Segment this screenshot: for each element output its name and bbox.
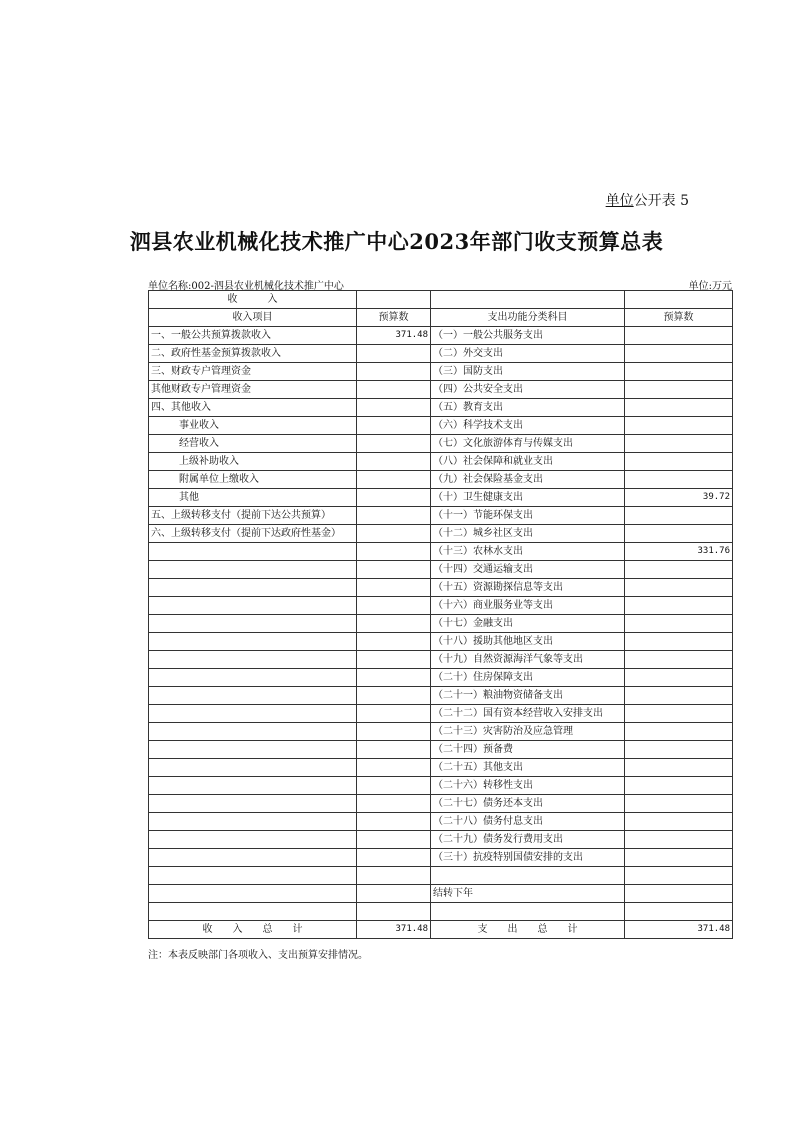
col-income-budget: 预算数: [357, 309, 431, 327]
expense-budget: [625, 435, 733, 453]
empty-cell: [357, 741, 431, 759]
empty-cell: [357, 903, 431, 921]
currency-unit: 单位:万元: [688, 281, 732, 292]
column-header-row: [149, 309, 733, 327]
expense-budget: [625, 903, 733, 921]
table-row: [149, 543, 733, 561]
expense-budget: [625, 327, 733, 345]
expense-item: （八）社会保障和就业支出: [431, 453, 625, 471]
income-item: 其他: [149, 489, 357, 507]
expense-item: （二十）住房保障支出: [431, 669, 625, 687]
col-expense-item: 支出功能分类科目: [431, 309, 625, 327]
expense-item: （二十七）债务还本支出: [431, 795, 625, 813]
empty-cell: [149, 741, 357, 759]
income-budget: [357, 453, 431, 471]
income-item: 上级补助收入: [149, 453, 357, 471]
empty-cell: [149, 687, 357, 705]
table-row: [149, 651, 733, 669]
empty-cell: [357, 795, 431, 813]
group-income-header: 收 入: [149, 291, 357, 309]
income-item: 一、一般公共预算拨款收入: [149, 327, 357, 345]
expense-item: （十）卫生健康支出: [431, 489, 625, 507]
expense-budget: [625, 615, 733, 633]
expense-budget: [625, 687, 733, 705]
empty-cell: [149, 633, 357, 651]
expense-item: （二十四）预备费: [431, 741, 625, 759]
income-budget: [357, 363, 431, 381]
empty-cell: [357, 723, 431, 741]
expense-item: （三十）抗疫特别国债安排的支出: [431, 849, 625, 867]
income-item: 经营收入: [149, 435, 357, 453]
empty-cell: [149, 597, 357, 615]
expense-item: （十二）城乡社区支出: [431, 525, 625, 543]
total-expense-value: 371.48: [625, 921, 733, 939]
empty-cell: [357, 849, 431, 867]
expense-item: [431, 903, 625, 921]
empty-cell: [357, 597, 431, 615]
table-row: [149, 507, 733, 525]
table-row: [149, 381, 733, 399]
empty-cell: [149, 723, 357, 741]
expense-budget: [625, 597, 733, 615]
expense-budget: [625, 561, 733, 579]
table-row: [149, 633, 733, 651]
income-item: 三、财政专户管理资金: [149, 363, 357, 381]
expense-budget: [625, 345, 733, 363]
expense-item: （十五）资源勘探信息等支出: [431, 579, 625, 597]
income-item: 事业收入: [149, 417, 357, 435]
expense-item: （十七）金融支出: [431, 615, 625, 633]
income-budget: [357, 471, 431, 489]
expense-budget: [625, 813, 733, 831]
expense-item: （二十三）灾害防治及应急管理: [431, 723, 625, 741]
expense-item: （二十九）债务发行费用支出: [431, 831, 625, 849]
unit-name: 单位名称:002-泗县农业机械化技术推广中心: [148, 281, 344, 292]
empty-cell: [149, 561, 357, 579]
expense-item: （二十一）粮油物资储备支出: [431, 687, 625, 705]
expense-item: （二十二）国有资本经营收入安排支出: [431, 705, 625, 723]
expense-budget: [625, 633, 733, 651]
empty-cell: [357, 831, 431, 849]
empty-cell: [149, 885, 357, 903]
expense-item: （五）教育支出: [431, 399, 625, 417]
empty-cell: [431, 291, 625, 309]
income-item: 附属单位上缴收入: [149, 471, 357, 489]
expense-item: （十六）商业服务业等支出: [431, 597, 625, 615]
empty-cell: [149, 813, 357, 831]
expense-budget: [625, 507, 733, 525]
expense-budget: [625, 831, 733, 849]
empty-cell: [357, 867, 431, 885]
col-income-item: 收入项目: [149, 309, 357, 327]
table-row: [149, 471, 733, 489]
table-row: [149, 435, 733, 453]
table-row: [149, 399, 733, 417]
expense-budget: [625, 849, 733, 867]
expense-budget: [625, 885, 733, 903]
table-row: [149, 723, 733, 741]
income-budget: [357, 489, 431, 507]
group-header-row: [149, 291, 733, 309]
table-row: [149, 885, 733, 903]
table-row: [149, 327, 733, 345]
expense-budget: [625, 759, 733, 777]
expense-budget: [625, 579, 733, 597]
table-row: [149, 579, 733, 597]
expense-item: （二十五）其他支出: [431, 759, 625, 777]
table-row: [149, 705, 733, 723]
income-item: 六、上级转移支付（提前下达政府性基金）: [149, 525, 357, 543]
income-budget: [357, 507, 431, 525]
empty-cell: [149, 651, 357, 669]
empty-cell: [357, 885, 431, 903]
col-expense-budget: 预算数: [625, 309, 733, 327]
table-row: [149, 669, 733, 687]
expense-item: （十八）援助其他地区支出: [431, 633, 625, 651]
expense-item: （二十六）转移性支出: [431, 777, 625, 795]
expense-budget: 39.72: [625, 489, 733, 507]
empty-cell: [357, 561, 431, 579]
income-budget: 371.48: [357, 327, 431, 345]
table-row: [149, 741, 733, 759]
empty-cell: [357, 579, 431, 597]
table-row: [149, 345, 733, 363]
expense-budget: [625, 417, 733, 435]
expense-item: （二）外交支出: [431, 345, 625, 363]
table-row: [149, 867, 733, 885]
expense-budget: [625, 741, 733, 759]
empty-cell: [357, 633, 431, 651]
expense-item: 结转下年: [431, 885, 625, 903]
table-row: [149, 795, 733, 813]
table-row: [149, 453, 733, 471]
empty-cell: [357, 615, 431, 633]
expense-budget: [625, 651, 733, 669]
income-item: 其他财政专户管理资金: [149, 381, 357, 399]
table-number-unit: 单位: [605, 193, 634, 209]
total-income-value: 371.48: [357, 921, 431, 939]
table-number: [606, 190, 689, 210]
empty-cell: [357, 291, 431, 309]
empty-cell: [149, 867, 357, 885]
expense-budget: [625, 777, 733, 795]
expense-item: （三）国防支出: [431, 363, 625, 381]
expense-budget: [625, 795, 733, 813]
expense-budget: 331.76: [625, 543, 733, 561]
income-budget: [357, 345, 431, 363]
table-row: [149, 417, 733, 435]
income-item: 五、上级转移支付（提前下达公共预算）: [149, 507, 357, 525]
expense-item: （十九）自然资源海洋气象等支出: [431, 651, 625, 669]
footnote: 注：本表反映部门各项收入、支出预算安排情况。: [148, 950, 368, 961]
total-expense-label: 支 出 总 计: [431, 921, 625, 939]
income-budget: [357, 381, 431, 399]
table-row: [149, 777, 733, 795]
income-item: 四、其他收入: [149, 399, 357, 417]
empty-cell: [357, 705, 431, 723]
income-budget: [357, 417, 431, 435]
expense-item: [431, 867, 625, 885]
expense-item: （六）科学技术支出: [431, 417, 625, 435]
income-budget: [357, 435, 431, 453]
expense-budget: [625, 363, 733, 381]
expense-budget: [625, 525, 733, 543]
expense-item: （九）社会保险基金支出: [431, 471, 625, 489]
expense-item: （十四）交通运输支出: [431, 561, 625, 579]
table-row: [149, 615, 733, 633]
total-row: [149, 921, 733, 939]
table-row: [149, 813, 733, 831]
table-row: [149, 363, 733, 381]
expense-budget: [625, 453, 733, 471]
empty-cell: [149, 903, 357, 921]
expense-item: （七）文化旅游体育与传媒支出: [431, 435, 625, 453]
empty-cell: [625, 291, 733, 309]
expense-budget: [625, 471, 733, 489]
table-row: [149, 597, 733, 615]
table-row: [149, 849, 733, 867]
income-budget: [357, 525, 431, 543]
table-row: [149, 561, 733, 579]
expense-item: （四）公共安全支出: [431, 381, 625, 399]
budget-table: [148, 290, 733, 939]
page-title: 泗县农业机械化技术推广中心2023年部门收支预算总表: [129, 229, 664, 254]
empty-cell: [149, 669, 357, 687]
empty-cell: [357, 759, 431, 777]
empty-cell: [149, 705, 357, 723]
empty-cell: [357, 669, 431, 687]
expense-budget: [625, 399, 733, 417]
expense-budget: [625, 381, 733, 399]
table-row: [149, 489, 733, 507]
table-row: [149, 831, 733, 849]
table-row: [149, 525, 733, 543]
expense-budget: [625, 867, 733, 885]
empty-cell: [357, 651, 431, 669]
empty-cell: [149, 579, 357, 597]
table-row: [149, 687, 733, 705]
empty-cell: [149, 777, 357, 795]
empty-cell: [149, 615, 357, 633]
table-number-rest: 公开表 5: [633, 193, 689, 209]
empty-cell: [149, 849, 357, 867]
expense-budget: [625, 669, 733, 687]
expense-item: （一）一般公共服务支出: [431, 327, 625, 345]
expense-item: （十一）节能环保支出: [431, 507, 625, 525]
empty-cell: [357, 777, 431, 795]
table-row: [149, 759, 733, 777]
expense-item: （十三）农林水支出: [431, 543, 625, 561]
expense-budget: [625, 723, 733, 741]
empty-cell: [357, 687, 431, 705]
expense-budget: [625, 705, 733, 723]
income-budget: [357, 399, 431, 417]
empty-cell: [357, 813, 431, 831]
income-item: 二、政府性基金预算拨款收入: [149, 345, 357, 363]
empty-cell: [149, 543, 357, 561]
empty-cell: [149, 831, 357, 849]
total-income-label: 收 入 总 计: [149, 921, 357, 939]
table-row: [149, 903, 733, 921]
empty-cell: [357, 543, 431, 561]
expense-item: （二十八）债务付息支出: [431, 813, 625, 831]
empty-cell: [149, 795, 357, 813]
empty-cell: [149, 759, 357, 777]
